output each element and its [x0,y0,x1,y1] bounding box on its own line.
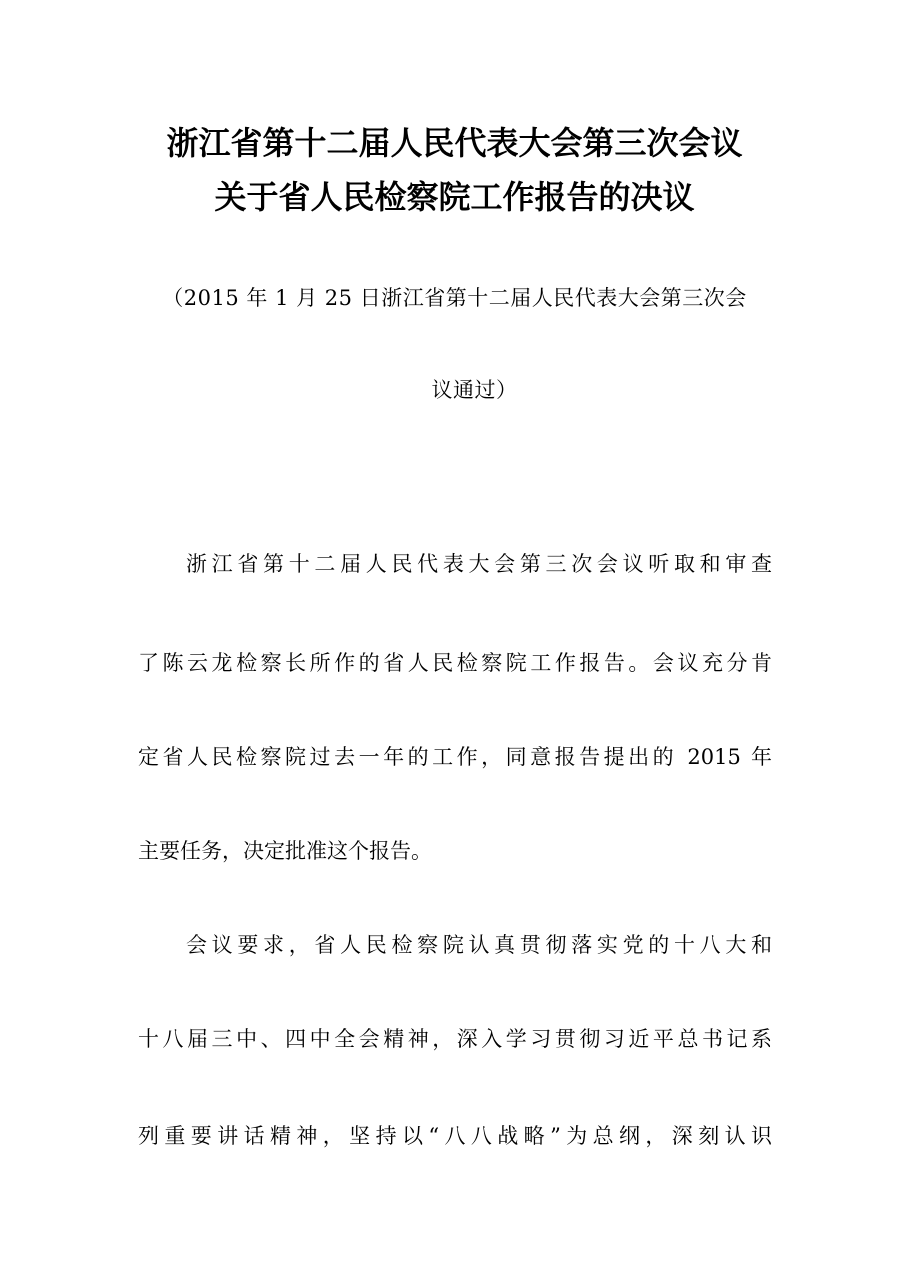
paragraph-2-line-1: 会议要求，省人民检察院认真贯彻落实党的十八大和 [186,933,772,957]
adoption-note-line-1: （2015 年 1 月 25 日浙江省第十二届人民代表大会第三次会 [162,286,747,310]
paragraph-2-line-3: 列重要讲话精神，坚持以“八八战略”为总纲，深刻认识 [138,1124,772,1148]
paragraph-1-line-2: 了陈云龙检察长所作的省人民检察院工作报告。会议充分肯 [138,651,772,675]
paragraph-1-line-1: 浙江省第十二届人民代表大会第三次会议听取和审查 [186,552,772,576]
paragraph-1-line-4: 主要任务，决定批准这个报告。 [138,839,432,863]
adoption-note-line-2: 议通过） [431,378,518,402]
paragraph-1-line-3: 定省人民检察院过去一年的工作，同意报告提出的 2015 年 [138,745,772,769]
title-line-2: 关于省人民检察院工作报告的决议 [214,178,695,216]
document-title [0,116,909,224]
paragraph-2-line-2: 十八届三中、四中全会精神，深入学习贯彻习近平总书记系 [138,1027,772,1051]
title-line-1: 浙江省第十二届人民代表大会第三次会议 [166,124,743,162]
